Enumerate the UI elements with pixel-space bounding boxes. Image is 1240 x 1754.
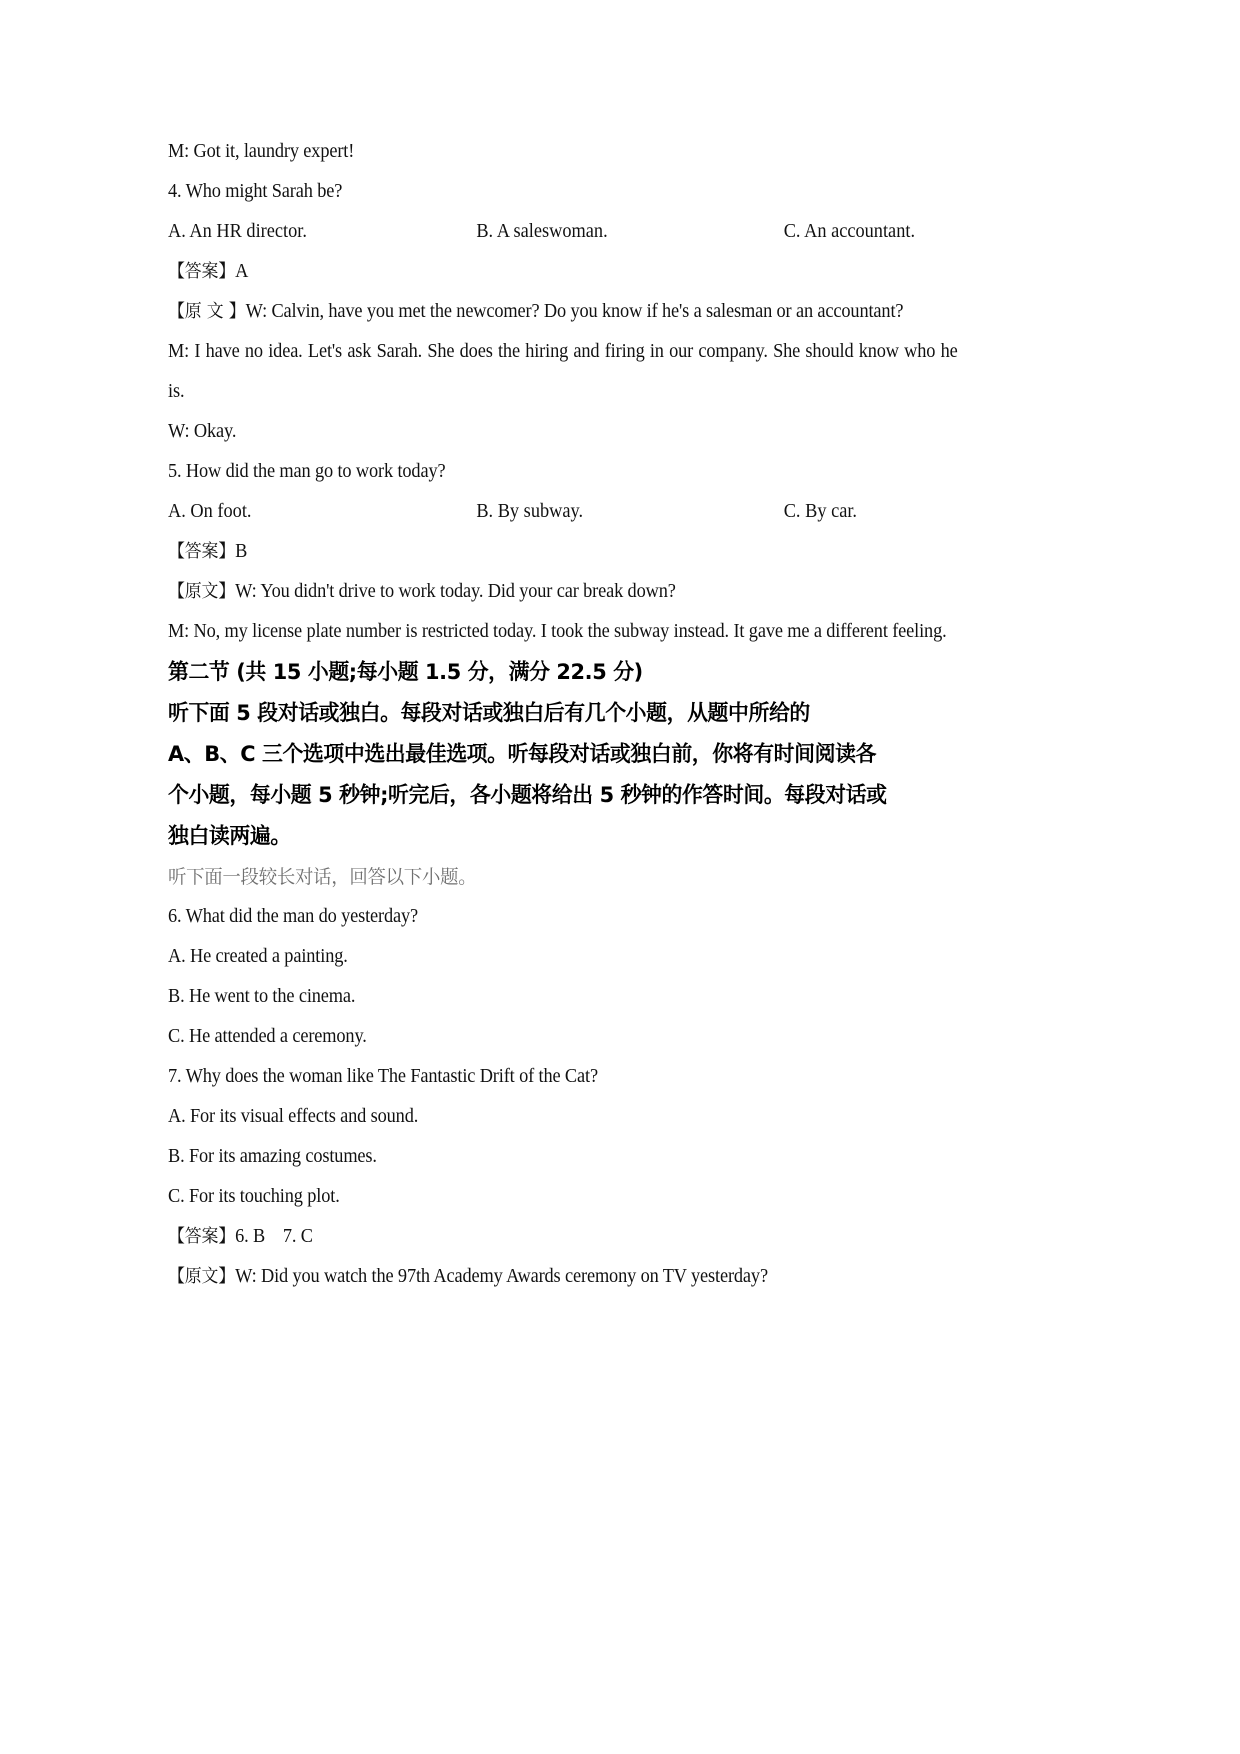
question-5-answer-value: B <box>235 541 248 562</box>
question-4-option-c: C. An accountant. <box>783 221 916 242</box>
answer-label: 【答案】 <box>168 541 236 562</box>
question-5-option-a: A. On foot. <box>168 501 252 522</box>
question-5-transcript-1-text: W: You didn't drive to work today. Did your car break down? <box>235 581 676 602</box>
transcript-label: 【原文】 <box>168 1266 236 1287</box>
question-4-option-a: A. An HR director. <box>168 221 307 242</box>
question-4-transcript-3: W: Okay. <box>168 421 237 442</box>
question-5-option-b: B. By subway. <box>476 501 584 522</box>
question-5-stem: 5. How did the man go to work today? <box>168 461 446 482</box>
question-7-option-a: A. For its visual effects and sound. <box>168 1106 419 1127</box>
question-5-option-c: C. By car. <box>783 501 858 522</box>
section-2-instruction-line-4: 独白读两遍。 <box>168 824 291 849</box>
question-4-transcript-2: M: I have no idea. Let's ask Sarah. She does the hiring and firing in our company. She should know who he is. <box>168 341 958 402</box>
question-4-options <box>168 212 958 252</box>
question-4-answer-line <box>168 252 911 292</box>
question-4-stem: 4. Who might Sarah be? <box>168 181 343 202</box>
question-4-transcript-1-text: W: Calvin, have you met the newcomer? Do you know if he's a salesman or an accountant? <box>245 301 904 322</box>
transcript-label: 【原 文 】 <box>168 301 246 322</box>
question-4-transcript-1 <box>168 292 958 332</box>
question-6-stem: 6. What did the man do yesterday? <box>168 906 419 927</box>
question-6-option-a: A. He created a painting. <box>168 946 348 967</box>
section-2-instruction-line-1: 听下面 5 段对话或独白。每段对话或独白后有几个小题，从题中所给的 <box>168 701 810 726</box>
question-5-answer-line <box>168 532 911 572</box>
question-7-option-c: C. For its touching plot. <box>168 1186 340 1207</box>
question-4-answer-value: A <box>235 261 249 282</box>
page-content <box>168 132 958 1297</box>
question-4-option-b: B. A saleswoman. <box>476 221 608 242</box>
question-5-options <box>168 492 958 532</box>
question-67-answer-line <box>168 1217 911 1257</box>
section-2-instruction-line-2: A、B、C 三个选项中选出最佳选项。听每段对话或独白前，你将有时间阅读各 <box>168 742 877 767</box>
answer-label: 【答案】 <box>168 1226 236 1247</box>
question-6-option-c: C. He attended a ceremony. <box>168 1026 367 1047</box>
question-5-transcript-2: M: No, my license plate number is restricted today. I took the subway instead. It gave me a different feeling. <box>168 621 947 642</box>
question-7-option-b: B. For its amazing costumes. <box>168 1146 377 1167</box>
answer-label: 【答案】 <box>168 261 236 282</box>
section-2-title: 第二节 (共 15 小题;每小题 1.5 分，满分 22.5 分) <box>168 660 643 685</box>
question-7-stem: 7. Why does the woman like The Fantastic Drift of the Cat? <box>168 1066 598 1087</box>
section-2-instruction-line-3: 个小题，每小题 5 秒钟;听完后，各小题将给出 5 秒钟的作答时间。每段对话或 <box>168 783 887 808</box>
transcript-label: 【原文】 <box>168 581 236 602</box>
dialogue-line-m-got-it: M: Got it, laundry expert! <box>168 141 355 162</box>
question-67-transcript-1-text: W: Did you watch the 97th Academy Awards ceremony on TV yesterday? <box>235 1266 768 1287</box>
question-67-answer-value: 6. B 7. C <box>235 1226 313 1247</box>
question-5-transcript-1 <box>168 572 911 612</box>
question-6-option-b: B. He went to the cinema. <box>168 986 356 1007</box>
long-dialogue-hint: 听下面一段较长对话，回答以下小题。 <box>168 866 477 888</box>
question-67-transcript-1 <box>168 1257 911 1297</box>
